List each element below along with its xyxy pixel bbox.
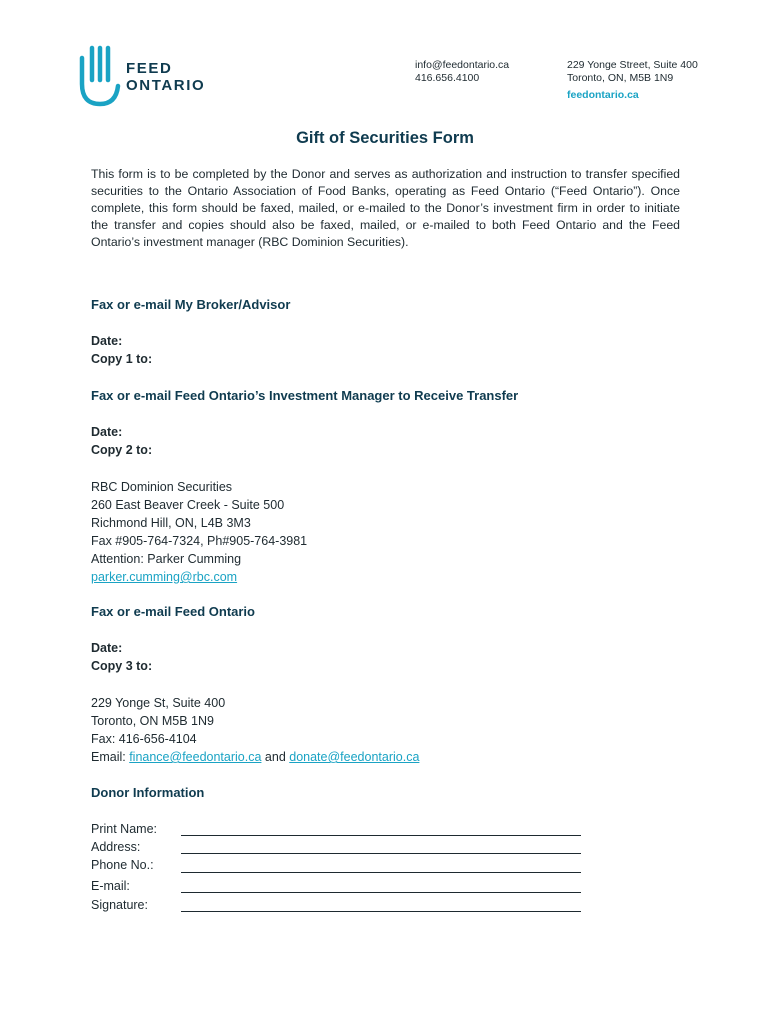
signature-field[interactable]	[181, 911, 581, 912]
phone-field[interactable]	[181, 872, 581, 873]
logo-text-feed: FEED	[126, 60, 173, 77]
header-phone: 416.656.4100	[415, 72, 480, 84]
finance-email-link[interactable]: finance@feedontario.ca	[129, 750, 262, 764]
address-line: 229 Yonge St, Suite 400	[91, 696, 226, 710]
date-label-3: Date:	[91, 641, 123, 655]
copy-label-1: Copy 1 to:	[91, 352, 153, 366]
header-website-link[interactable]: feedontario.ca	[567, 89, 639, 101]
section-heading-donor-info: Donor Information	[91, 785, 205, 800]
address-line: 260 East Beaver Creek - Suite 500	[91, 498, 285, 512]
rbc-address-block	[91, 478, 307, 586]
address-line: Richmond Hill, ON, L4B 3M3	[91, 516, 251, 530]
address-line: RBC Dominion Securities	[91, 480, 233, 494]
page-title: Gift of Securities Form	[296, 129, 474, 147]
date-label-1: Date:	[91, 334, 123, 348]
intro-paragraph: This form is to be completed by the Donor and serves as authorization and instruction to transfer specified securities to the Ontario Association of Food Banks, operating as Feed Ontario (“Feed Ontario”). Once complete, this form should be faxed, mailed, or e-mailed to the Donor’s investment firm in order to initiate the transfer and copies should also be faxed, mailed, or e-mailed to both Feed Ontario and the Feed Ontario’s investment manager (RBC Dominion Securities).	[91, 167, 680, 249]
header-contact-info	[415, 59, 509, 85]
feed-ontario-logo	[78, 44, 228, 114]
feed-ontario-address-block	[91, 694, 419, 766]
email-line	[91, 748, 419, 766]
logo-text-ontario: ONTARIO	[126, 77, 206, 94]
address-line: Fax: 416-656-4104	[91, 732, 197, 746]
phone-label: Phone No.:	[91, 858, 154, 872]
rbc-email-link[interactable]: parker.cumming@rbc.com	[91, 570, 238, 584]
donate-email-link[interactable]: donate@feedontario.ca	[289, 750, 420, 764]
copy-label-2: Copy 2 to:	[91, 443, 153, 457]
address-line: Fax #905-764-7324, Ph#905-764-3981	[91, 534, 308, 548]
section-heading-investment-manager: Fax or e-mail Feed Ontario’s Investment Manager to Receive Transfer	[91, 388, 519, 403]
copy-label-3: Copy 3 to:	[91, 659, 153, 673]
date-label-2: Date:	[91, 425, 123, 439]
header-address-line1: 229 Yonge Street, Suite 400	[567, 59, 698, 71]
address-field[interactable]	[181, 853, 581, 854]
signature-label: Signature:	[91, 898, 148, 912]
logo-wordmark	[126, 60, 205, 94]
address-line: Toronto, ON M5B 1N9	[91, 714, 214, 728]
section-heading-feed-ontario: Fax or e-mail Feed Ontario	[91, 604, 255, 619]
print-name-field[interactable]	[181, 835, 581, 836]
email-label: E-mail:	[91, 879, 130, 893]
header-address	[567, 59, 698, 102]
print-name-label: Print Name:	[91, 822, 157, 836]
email-and: and	[261, 750, 290, 764]
header-email: info@feedontario.ca	[415, 59, 510, 71]
header-address-line2: Toronto, ON, M5B 1N9	[567, 72, 674, 84]
address-line: Attention: Parker Cumming	[91, 552, 242, 566]
fork-hand-icon	[78, 44, 122, 114]
address-label: Address:	[91, 840, 141, 854]
section-heading-broker: Fax or e-mail My Broker/Advisor	[91, 297, 291, 312]
email-prefix: Email:	[91, 750, 130, 764]
email-field[interactable]	[181, 892, 581, 893]
